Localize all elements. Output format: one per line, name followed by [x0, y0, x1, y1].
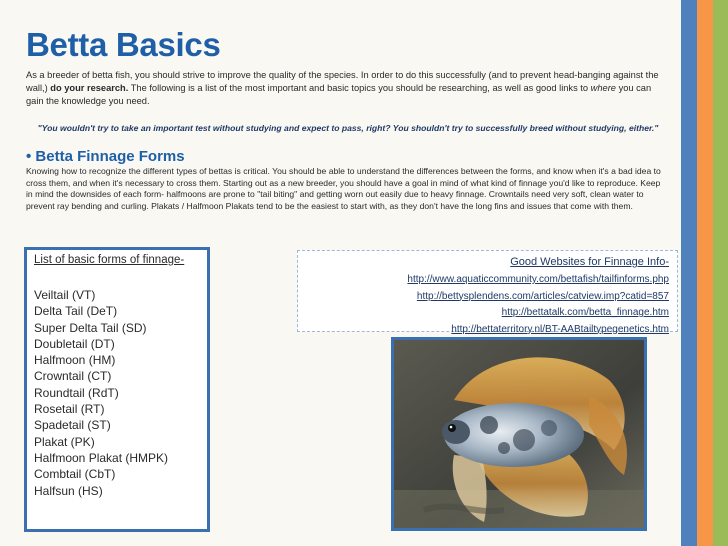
intro-italic: where	[590, 83, 616, 93]
betta-fish-photo	[391, 337, 647, 531]
list-item: Halfmoon (HM)	[34, 353, 116, 368]
section-heading: • Betta Finnage Forms	[26, 148, 185, 165]
intro-paragraph	[26, 69, 666, 108]
website-link[interactable]: http://www.aquaticcommunity.com/bettafish/tailfinforms.php	[407, 274, 669, 285]
intro-text-1: As a breeder of betta fish, you should strive to improve the quality of the species. In order to do this successfully (and to prevent head-banging against the wall,)	[26, 70, 659, 93]
intro-emphasis: do your research.	[50, 83, 129, 93]
finnage-forms-header: List of basic forms of finnage-	[34, 254, 185, 266]
quote: "You wouldn't try to take an important test without studying and expect to pass, right? You shouldn't try to successfully breed without studying, either."	[37, 123, 659, 133]
list-item: Plakat (PK)	[34, 434, 95, 449]
list-item: Roundtail (RdT)	[34, 385, 119, 400]
accent-stripe-green	[713, 0, 728, 546]
website-link[interactable]: http://bettaterritory.nl/BT-AABtailtypegenetics.htm	[451, 323, 669, 335]
accent-stripe-blue	[681, 0, 697, 546]
intro-text-3: you can gain the knowledge you need.	[26, 83, 652, 106]
list-item: Combtail (CbT)	[34, 467, 116, 482]
intro-text-2: The following is a list of the most important and basic topics you should be researching, as well as good links to	[128, 83, 591, 93]
website-link[interactable]: http://bettatalk.com/betta_finnage.htm	[501, 307, 669, 319]
websites-header: Good Websites for Finnage Info-	[510, 256, 669, 268]
list-item: Halfmoon Plakat (HMPK)	[34, 450, 169, 465]
list-item: Delta Tail (DeT)	[34, 304, 118, 319]
page-title: Betta Basics	[26, 26, 221, 63]
list-item: Rosetail (RT)	[34, 402, 105, 417]
list-item: Super Delta Tail (SD)	[34, 320, 147, 335]
website-link[interactable]: http://bettysplendens.com/articles/catview.imp?catid=857	[416, 290, 669, 302]
list-item: Spadetail (ST)	[34, 418, 111, 433]
section-body: Knowing how to recognize the different types of bettas is critical. You should be able to understand the differences between the forms, and know when it's a bad idea to cross them, and when it's necessary to cross them. Starting out as a new breeder, you should have a goal in mind of what kind of finnage you'd like to reproduce. Keep in mind the downsides of each form- halfmoons are prone to "tail biting" and getting worn out easily due to heavy finnage. Crowntails need very soft, clean water to prevent ray bending and curling. Plakats / Halfmoon Plakats tend to be the easiest to start with, as they don't have the long fins and issues that come with them.	[26, 166, 661, 211]
websites-box	[297, 250, 678, 335]
finnage-forms-box	[24, 247, 210, 532]
finnage-forms-list	[34, 287, 207, 499]
list-item: Halfsun (HS)	[34, 483, 103, 498]
list-item: Crowntail (CT)	[34, 369, 112, 384]
list-item: Doubletail (DT)	[34, 336, 115, 351]
list-item: Veiltail (VT)	[34, 288, 96, 302]
accent-stripe-orange	[697, 0, 713, 546]
